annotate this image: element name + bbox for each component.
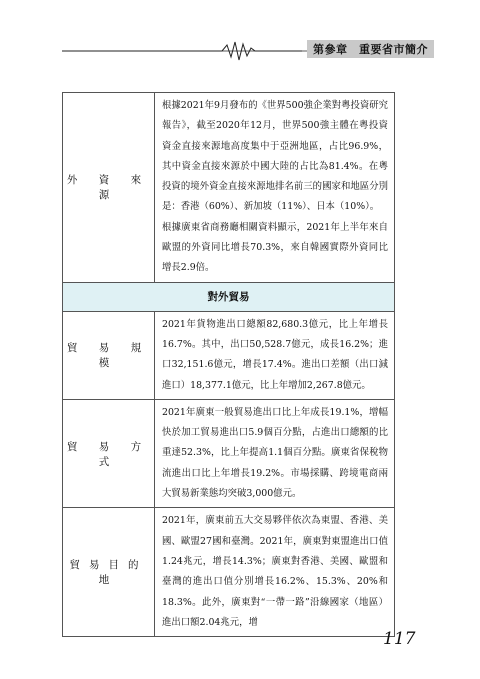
row-label: 貿 易 方 式 (63, 399, 155, 507)
row-label: 貿 易 規 模 (63, 311, 155, 399)
paragraph: 根據廣東省商務廳相關資料顯示，2021年上半年來自歐盟的外資同比增長70.3%，來自韓國實際外資同比增長2.9倍。 (162, 221, 388, 274)
province-info-table (62, 92, 395, 637)
table-row (63, 399, 395, 507)
row-content: 2021年廣東一般貿易進出口比上年成長19.1%，增幅快於加工貿易進出口5.9個百分點，占進出口總額的比重達52.3%，比上年提高1.1個百分點。廣東省保稅物流進出口比上年增長19.2%。市場採購、跨境電商兩大貿易新業態均突破3,000億元。 (155, 399, 395, 507)
page-number: 117 (383, 629, 416, 649)
section-title: 對外貿易 (63, 282, 395, 311)
section-header-row (63, 282, 395, 311)
row-content: 2021年貨物進出口總額82,680.3億元，比上年增長16.7%。其中，出口50,528.7億元，成長16.2%；進口32,151.6億元，增長17.4%。進出口差額（出口減進口）18,377.1億元，比上年增加2,267.8億元。 (155, 311, 395, 399)
table-row (63, 93, 395, 283)
table-row (63, 508, 395, 637)
heartbeat-line-icon (62, 38, 322, 64)
table-row (63, 311, 395, 399)
paragraph: 根據2021年9月發布的《世界500強企業對粵投資研究報告》，截至2020年12月，世界500強主體在粵投資資金直接來源地高度集中于亞洲地區，占比96.9%，其中資金直接來源於中國大陸的占比為81.4%。在粵投資的境外資金直接來源地排名前三的國家和地區分別是：香港（60%）、新加坡（11%）、日本（10%）。 (162, 100, 388, 213)
row-label: 貿易目的地 (63, 508, 155, 637)
chapter-title: 第參章 重要省市簡介 (307, 40, 434, 58)
row-content: 2021年，廣東前五大交易夥伴依次為東盟、香港、美國、歐盟27國和臺灣。2021年，廣東對東盟進出口值1.24兆元，增長14.3%；廣東對香港、美國、歐盟和臺灣的進出口值分別增長16.2%、15.3%、20%和18.3%。此外，廣東對“一帶一路”沿線國家（地區）進出口額2.04兆元，增 (155, 508, 395, 637)
row-content (155, 93, 395, 283)
row-label: 外 資 來 源 (63, 93, 155, 283)
page-header (62, 38, 434, 64)
